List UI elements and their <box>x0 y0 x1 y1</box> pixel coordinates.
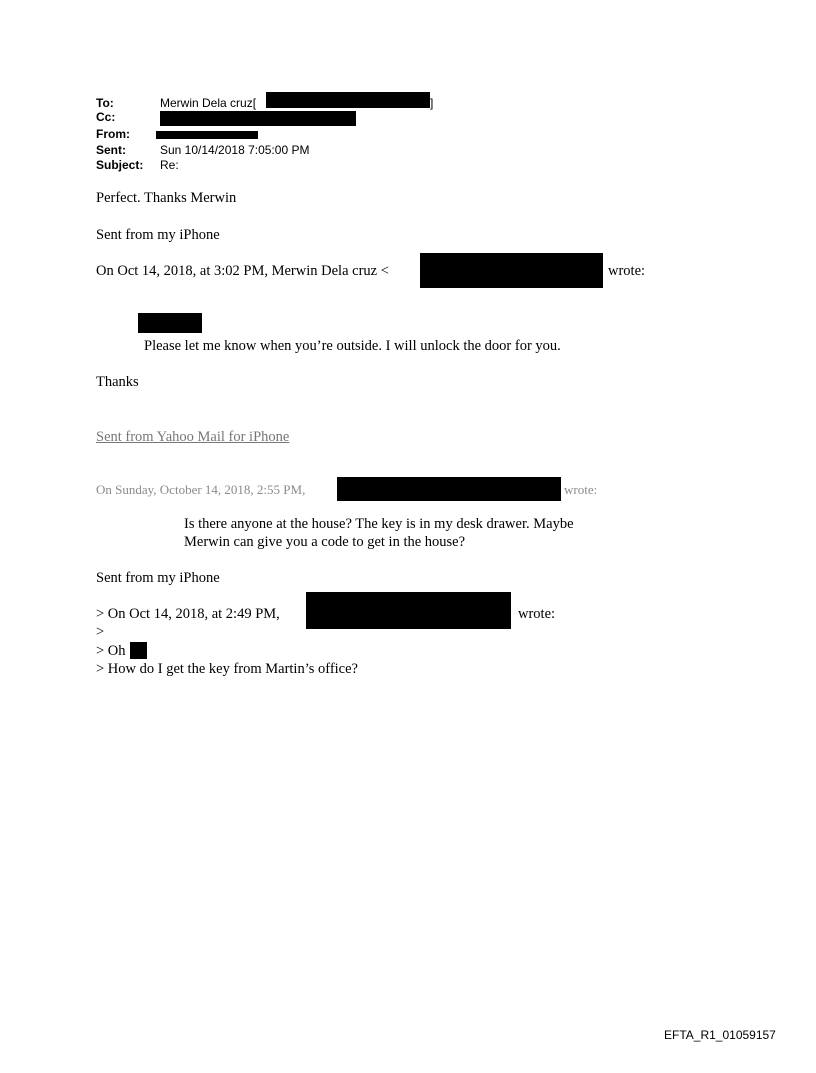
subject-label: Subject: <box>96 158 144 172</box>
thanks-text: Thanks <box>96 374 139 390</box>
redaction-box <box>156 131 258 139</box>
quote-header-wrote: wrote: <box>564 482 598 497</box>
to-label: To: <box>96 96 114 110</box>
quoted-message-line: Merwin can give you a code to get in the house? <box>184 534 466 550</box>
redaction-box <box>160 111 356 126</box>
signature: Sent from my iPhone <box>96 227 220 243</box>
quote-header: On Oct 14, 2018, at 3:02 PM, Merwin Dela cruz < <box>96 263 389 279</box>
quote-header: > On Oct 14, 2018, at 2:49 PM, <box>96 606 280 622</box>
redaction-box <box>337 477 561 501</box>
quoted-message: Please let me know when you’re outside. I will unlock the door for you. <box>144 338 561 354</box>
redaction-box <box>138 313 202 333</box>
quote-header: On Sunday, October 14, 2018, 2:55 PM, <box>96 482 306 497</box>
from-label: From: <box>96 127 130 141</box>
redaction-box <box>420 253 603 288</box>
cc-label: Cc: <box>96 110 116 124</box>
subject-value: Re: <box>160 158 179 172</box>
yahoo-mail-link[interactable]: Sent from Yahoo Mail for iPhone <box>96 429 290 445</box>
quoted-message-line: Is there anyone at the house? The key is in my desk drawer. Maybe <box>184 516 574 532</box>
redaction-box <box>306 592 511 629</box>
sent-label: Sent: <box>96 143 126 157</box>
quoted-line: > Oh <box>96 643 126 659</box>
reply-line: Perfect. Thanks Merwin <box>96 190 237 206</box>
redaction-box <box>266 92 430 108</box>
quote-marker: > <box>96 624 105 640</box>
to-close-bracket: ] <box>430 96 434 110</box>
signature: Sent from my iPhone <box>96 570 220 586</box>
to-value: Merwin Dela cruz[ <box>160 96 257 110</box>
quoted-line: > How do I get the key from Martin’s office? <box>96 661 358 677</box>
redaction-box <box>130 642 147 659</box>
document-id: EFTA_R1_01059157 <box>664 1028 776 1042</box>
quote-header-wrote: wrote: <box>518 606 556 622</box>
quote-header-wrote: wrote: <box>608 263 646 279</box>
sent-value: Sun 10/14/2018 7:05:00 PM <box>160 143 310 157</box>
